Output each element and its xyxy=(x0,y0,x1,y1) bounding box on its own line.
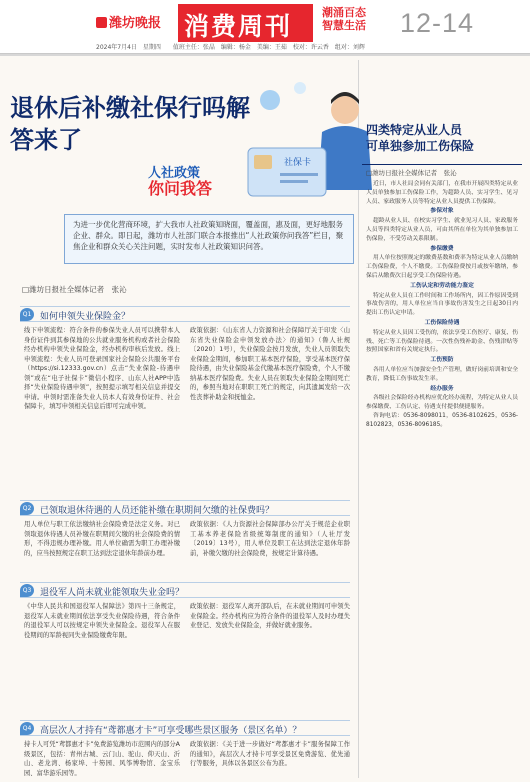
brand-logo xyxy=(96,12,161,31)
section-text: 超龄从业人员、在校实习学生、就业见习人员、家政服务人员等四类特定从业人员，可由其所在单位为其单独参加工伤保险，不受劳动关系限制。 xyxy=(366,218,518,242)
section-heading: 工伤保险待遇 xyxy=(424,319,460,326)
right-byline: □潍坊日报社全媒体记者 张沁 xyxy=(366,169,457,177)
right-headline xyxy=(366,122,474,154)
person-head-icon xyxy=(331,96,359,124)
section-heading: 工伤认定和劳动能力鉴定 xyxy=(410,282,474,289)
contact-info: 咨询电话：0536-8098011，0536-8102625，0536-8102823，0536-8096185。 xyxy=(366,412,518,428)
hero-illustration xyxy=(240,70,380,205)
intro-box: 为进一步优化营商环境，扩大我市人社政策知晓面，覆盖面，惠及面，更好地服务企业、群众。即日起，潍坊市人社部门联合本报推出“人社政策你问我答”栏目，聚焦企业和群众关心关注问题，实时发布人社政策知识问答。 xyxy=(64,214,354,264)
right-headline-line2: 可单独参加工伤保险 xyxy=(366,139,475,153)
section-text: 各级社会保险经办机构应优化经办流程，为特定从业人员参保缴费、工伤认定、待遇支付提供便捷服务。 xyxy=(366,395,518,411)
section-heading: 参保缴费 xyxy=(430,245,454,252)
answer-text: 《中华人民共和国退役军人保障法》第四十三条规定，退役军人未就业期间依法享受失业保险待遇，符合条件的退役军人可以按规定申领失业保险金。退役军人在服役期间的军龄视同失业保险缴费年限。 xyxy=(24,603,180,639)
right-rule xyxy=(362,164,522,165)
policy-text: 政策依据：《山东省人力资源和社会保障厅关于印发〈山东省失业保险金申领发放办法〉的通知》（鲁人社规〔2020〕1号），失业保险金按月发放，失业人员领取失业保险金期间，参加职工基本医疗保险，享受基本医疗保险待遇，由失业保险基金代缴基本医疗保险费，个人不缴纳基本医疗保险费。失业人员在领取失业保险金期间死亡的，参照当地对在职职工死亡的规定，向其遗属发给一次性丧葬补助金和抚恤金。 xyxy=(190,327,350,401)
section-slogan: 潮涌百态 智慧生活 xyxy=(322,6,366,32)
right-intro: 近日，市人社局会同有关部门，在我市开展四类特定从业人员单独参加工伤保险工作，为超龄人员、实习学生、见习人员、家政服务人员等特定从业人员提供工伤保障。 xyxy=(366,181,518,205)
section-text: 各用人单位应当加强安全生产管理，做好岗前培训和安全教育，降低工伤事故发生率。 xyxy=(366,366,518,382)
section-heading: 参保对象 xyxy=(430,208,454,215)
answer-text: 线下申领流程：符合条件的参保失业人员可以携带本人身份证件到其参保地的公共就业服务机构或者社会保险经办机构申领失业保险金，经办机构审核后发放。线上申领流程：失业人员可登录国家社会保险公共服务平台（https://si.12333.gov.cn）点击“失业保险-待遇申领”或在“电子社保卡”微信小程序、山东人社APP中选择“失业保险待遇申领”，按照提示填写相关信息并提交申请。申领时需准备失业人员本人有效身份证件、社会保障卡，填写申领相关信息后即可完成申领。 xyxy=(24,327,180,410)
section-text: 特定从业人员在工作时间和工作场所内，因工作原因受到事故伤害的，用人单位应当自事故伤害发生之日起30日内提出工伤认定申请。 xyxy=(366,292,518,317)
question-bar xyxy=(20,306,350,322)
lead-headline: 退休后补缴社保行吗解答来了 xyxy=(10,94,250,154)
page-range: 12-14 xyxy=(400,8,475,38)
brand-mark-icon xyxy=(96,17,107,28)
hero-slogan xyxy=(148,166,212,196)
edition-meta: 2024年7月4日 星期四 值班主任：张晶 编辑：杨金 美编：王茹 校对：许云香 组对：刘辉 xyxy=(96,44,365,51)
card-label: 社保卡 xyxy=(284,158,312,168)
question-title: 退役军人尚未就业能领取失业金吗？ xyxy=(40,588,185,598)
hero-slogan-big: 你问我答 xyxy=(148,179,213,198)
question-bar xyxy=(20,720,350,736)
right-article-body xyxy=(366,180,518,778)
policy-text: 政策依据：《人力资源社会保障部办公厅关于规范企业职工基本养老保险省级统筹制度的通知》（人社厅发〔2019〕13号），用人单位及职工在达到法定退休年龄前，补缴欠缴的社会保险费，按规定计算待遇。 xyxy=(190,521,350,557)
question-title: 高层次人才持有“鸢都惠才卡”可享受哪些景区服务（景区名单）？ xyxy=(40,726,302,736)
hero-slogan-small: 人社政策 xyxy=(148,166,201,181)
answer-text: 用人单位与职工依法缴纳社会保险费是法定义务。对已领取退休待遇人员补缴在职期间欠缴的社会保险费的情形，不得违规办理补缴。用人单位确需为职工办理补缴的，应当按照规定在职工达到法定退休年龄前办理。 xyxy=(24,521,180,557)
question-title: 已领取退休待遇的人员还能补缴在职期间欠缴的社保费吗？ xyxy=(40,506,275,516)
question-badge-icon: Q1 xyxy=(20,308,34,321)
right-headline-line1: 四类特定从业人员 xyxy=(366,123,463,137)
question-badge-icon: Q4 xyxy=(20,722,34,735)
policy-text: 政策依据：《关于进一步做好“鸢都惠才卡”服务保障工作的通知》，高层次人才持卡可享受景区免费游览、优先通行等服务，具体以各景区公布为准。 xyxy=(190,741,350,767)
brand-name: 潍坊晚报 xyxy=(109,16,162,31)
card-chip-icon xyxy=(254,155,272,169)
policy-text: 政策依据：退役军人离开部队后，在未就业期间可申领失业保险金。经办机构应为符合条件的退役军人及时办理失业登记、发放失业保险金，并做好就业服务。 xyxy=(190,603,350,629)
section-heading: 经办服务 xyxy=(430,385,454,392)
decor-bubble-icon xyxy=(260,90,280,110)
section-text: 特定从业人员因工受伤的，依法享受工伤医疗、康复、伤残、死亡等工伤保险待遇。一次性伤残补助金、伤残津贴等按照国家和省有关规定执行。 xyxy=(366,329,518,354)
masthead xyxy=(0,0,530,54)
section-heading: 工伤预防 xyxy=(430,357,454,364)
section-text: 用人单位按照规定的缴费基数和费率为特定从业人员缴纳工伤保险费，个人不缴费。工伤保险费按月或按年缴纳，参保后从缴费次日起享受工伤保险待遇。 xyxy=(366,255,518,279)
answer-text: 持卡人可凭“鸢都惠才卡”免费游览潍坊市范围内的部分A级景区，包括：青州古城、云门山、驼山、仰天山、沂山、老龙湾、杨家埠、十笏园、风筝博物馆、金宝乐园、富华游乐园等。 xyxy=(24,741,180,777)
masthead-divider xyxy=(0,54,530,56)
question-badge-icon: Q3 xyxy=(20,584,34,597)
question-badge-icon: Q2 xyxy=(20,502,34,515)
lead-byline: □潍坊日报社全媒体记者 张沁 xyxy=(22,285,127,294)
section-title-banner xyxy=(178,4,313,42)
question-bar xyxy=(20,582,350,598)
question-title: 如何申领失业保险金？ xyxy=(40,312,131,322)
section-title: 消费周刊 xyxy=(184,12,293,41)
question-bar xyxy=(20,500,350,516)
